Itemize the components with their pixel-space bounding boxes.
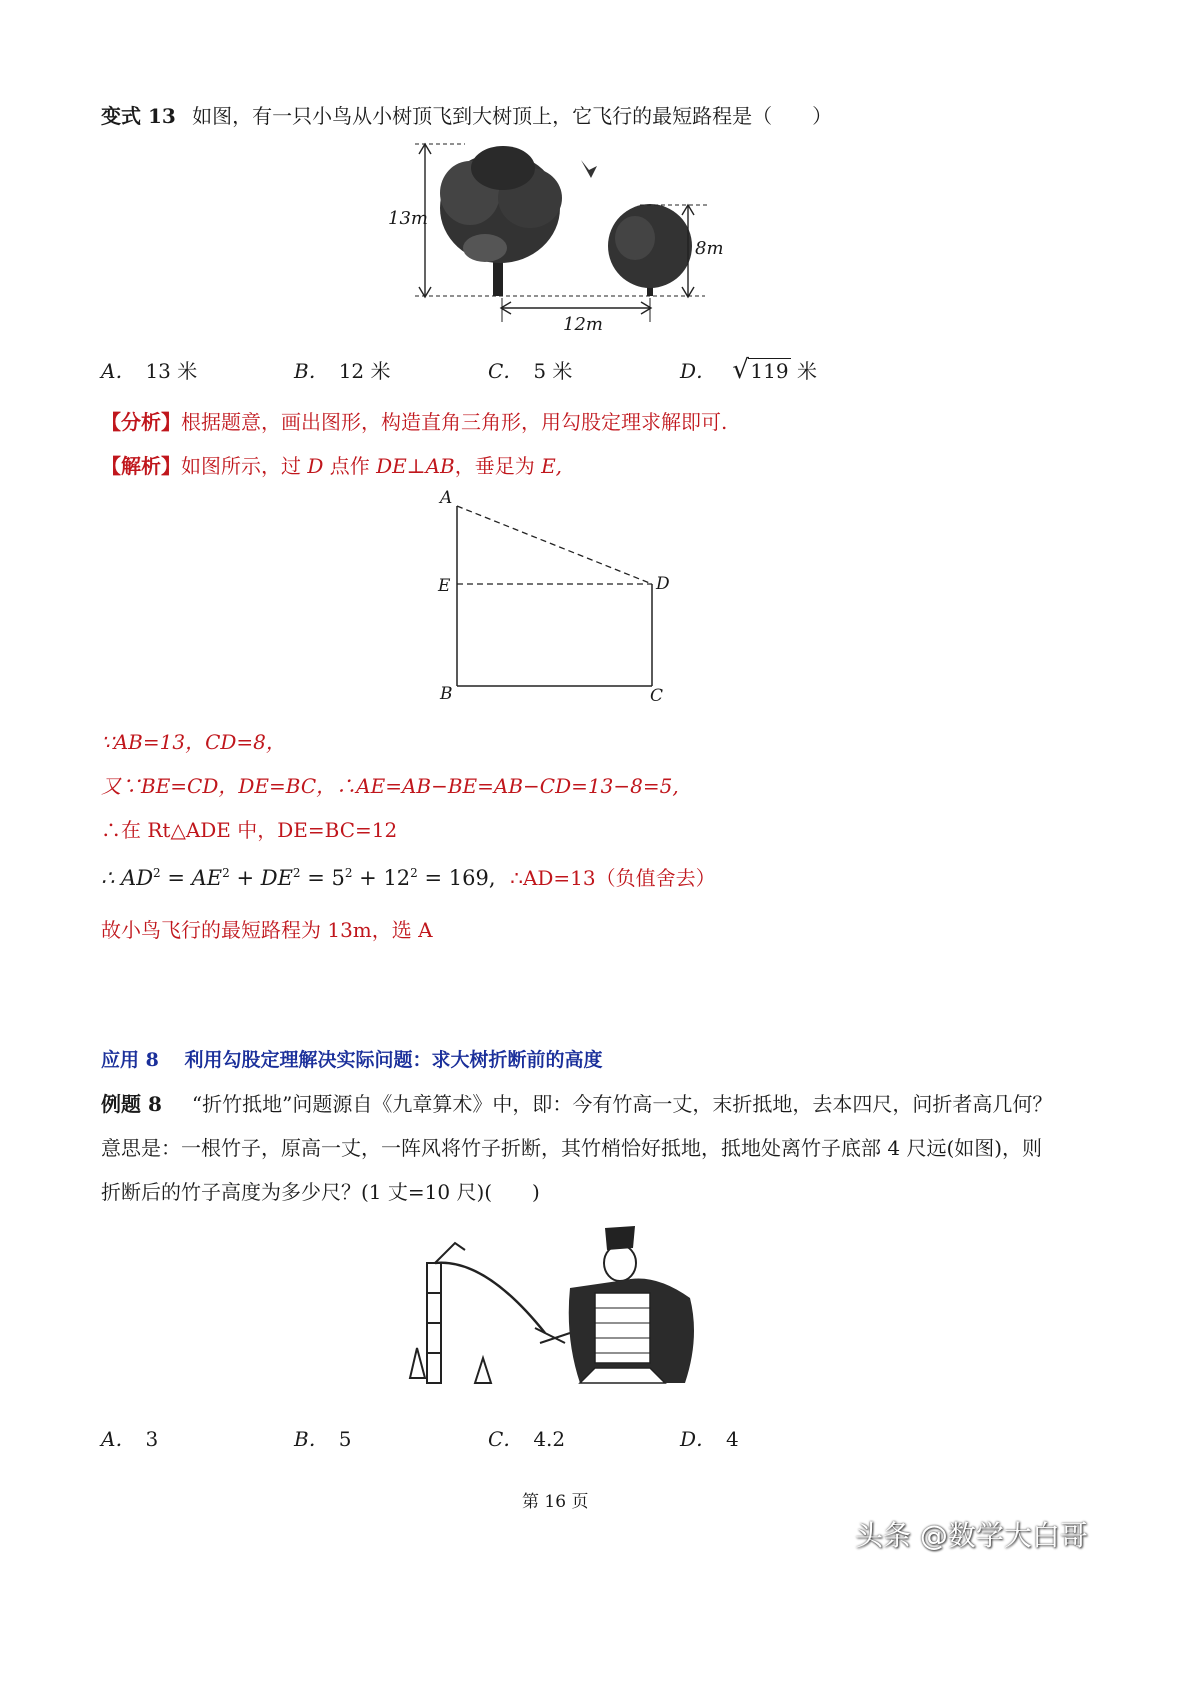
point-b: B	[440, 684, 453, 704]
big-height-label: 13m	[388, 208, 428, 229]
example-option-d: D． 4	[680, 1427, 739, 1451]
geometry-diagram	[430, 488, 690, 708]
question-text: 如图，有一只小鸟从小树顶飞到大树顶上，它飞行的最短路程是（ ）	[192, 104, 833, 128]
solution-line-3: ∴在 Rt△ADE 中，DE=BC=12	[101, 818, 398, 842]
solution-intro: 【解析】如图所示，过 D 点作 DE⊥AB，垂足为 E,	[101, 454, 563, 478]
gap-label: 12m	[563, 314, 603, 335]
bamboo-svg	[395, 1218, 715, 1393]
small-height-label: 8m	[695, 238, 724, 259]
big-tree-icon	[440, 146, 562, 296]
point-c: C	[650, 686, 664, 706]
analysis-line: 【分析】根据题意，画出图形，构造直角三角形，用勾股定理求解即可.	[101, 410, 728, 434]
bird-icon	[581, 160, 597, 178]
watermark: 头条 @数学大白哥	[855, 1519, 1088, 1552]
solution-line-5: 故小鸟飞行的最短路程为 13m，选 A	[101, 918, 433, 942]
option-a: A． 13 米	[101, 359, 198, 383]
scholar-figure-icon	[569, 1226, 694, 1383]
page-number: 第 16 页	[522, 1492, 589, 1512]
point-e: E	[438, 576, 451, 596]
solution-line-1: ∵AB=13，CD=8，	[101, 730, 286, 754]
example-8-line-2: 意思是：一根竹子，原高一丈，一阵风将竹子折断，其竹梢恰好抵地，抵地处离竹子底部 4 尺远(如图)，则	[101, 1136, 1043, 1160]
solution-line-2: 又∵BE=CD，DE=BC，∴AE=AB−BE=AB−CD=13−8=5,	[101, 774, 679, 798]
example-option-c: C． 4.2	[488, 1427, 566, 1451]
option-d: D． √ 119 米	[680, 355, 817, 385]
point-d: D	[656, 574, 670, 594]
point-a: A	[440, 488, 453, 508]
question-label: 变式 13	[101, 104, 176, 128]
sqrt-symbol: √ 119	[732, 355, 789, 385]
example-8-line-1: 例题 8 “折竹抵地”问题源自《九章算术》中，即：今有竹高一丈，末折抵地，去本四尺，问折者高几何？	[101, 1092, 1053, 1116]
example-8-line-3: 折断后的竹子高度为多少尺？(1 丈=10 尺)( )	[101, 1180, 540, 1204]
option-b: B． 12 米	[294, 359, 391, 383]
bamboo-icon	[410, 1243, 570, 1383]
example-option-a: A． 3	[101, 1427, 159, 1451]
option-c: C． 5 米	[488, 359, 573, 383]
bamboo-illustration	[395, 1218, 715, 1393]
segment-ad	[457, 506, 652, 584]
example-option-b: B． 5	[294, 1427, 352, 1451]
tree-figure	[385, 138, 725, 338]
section-heading: 应用 8 利用勾股定理解决实际问题：求大树折断前的高度	[101, 1049, 603, 1071]
tree-figure-svg	[385, 138, 725, 338]
small-tree-icon	[608, 204, 692, 296]
question-13-line	[101, 100, 832, 129]
geometry-svg	[430, 488, 690, 708]
solution-line-4: ∴ $AD^2 = AE^2 + DE^2 = 5^2 + 12^2 = 169$, ∴AD=13（负值舍去）	[101, 866, 716, 890]
